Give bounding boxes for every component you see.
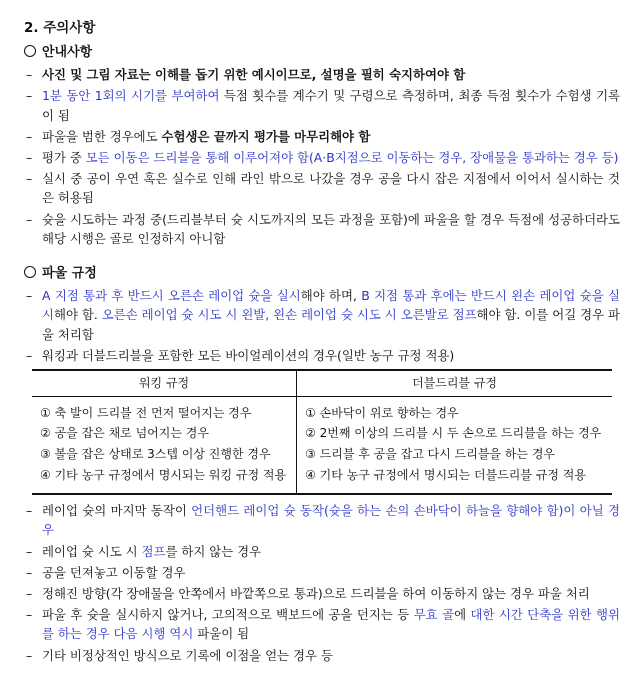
item-text: 슛을 시도하는 과정 중(드리블부터 슛 시도까지의 모든 과정을 포함)에 파울을 할 경우 득점에 성공하더라도 해당 시행은 골로 인정하지 아니함 (42, 211, 620, 246)
foul-item (26, 584, 620, 603)
item-text: 실시 중 공이 우연 혹은 실수로 인해 라인 밖으로 나갔을 경우 공을 다시 잡은 지점에서 이어서 실시하는 것은 허용됨 (42, 171, 620, 206)
item-text: 언더핸드 레이업 슛 동작(슛을 하는 손의 손바닥이 하늘을 향해야 함)이 아닐 경우 (42, 503, 621, 538)
table-header-walking: 워킹 규정 (32, 370, 297, 396)
item-text: 공을 던져놓고 이동할 경우 (42, 564, 186, 580)
dash-bullet-icon: – (26, 607, 33, 623)
item-text: 레이업 슛 시도 시 (42, 543, 142, 559)
walking-rule: ③ 볼을 잡은 상태로 3스텝 이상 진행한 경우 (40, 446, 271, 461)
foul-list (24, 286, 620, 365)
circle-bullet-icon (24, 266, 36, 278)
walking-rule: ④ 기타 농구 규정에서 명시되는 워킹 규정 적용 (40, 467, 287, 482)
notice-heading-text: 안내사항 (42, 44, 93, 60)
dash-bullet-icon: – (26, 503, 33, 519)
document-page (24, 14, 620, 667)
item-text: 기타 비정상적인 방식으로 기록에 이점을 얻는 경우 등 (42, 647, 333, 663)
dash-bullet-icon: – (26, 586, 33, 602)
notice-item (26, 86, 620, 124)
dash-bullet-icon: – (26, 347, 33, 363)
double-dribble-rule: ② 2번째 이상의 드리블 시 두 손으로 드리블을 하는 경우 (305, 426, 602, 441)
double-dribble-rules-cell (297, 396, 612, 494)
item-text: 수험생은 끝까지 평가를 마무리해야 함 (161, 128, 371, 144)
dash-bullet-icon: – (26, 171, 33, 187)
walking-rule: ② 공을 잡은 채로 넘어지는 경우 (40, 426, 209, 441)
foul-heading-text: 파울 규정 (42, 266, 97, 282)
notice-item (26, 169, 620, 207)
notice-heading (24, 43, 620, 63)
item-text: 정해진 방향(각 장애물을 안쪽에서 바깥쪽으로 통과)으로 드리블을 하여 이동하지 않는 경우 파울 처리 (42, 586, 590, 602)
walking-rule: ① 축 발이 드리블 전 먼저 떨어지는 경우 (40, 405, 252, 420)
item-text: 파울을 범한 경우에도 (42, 128, 162, 144)
foul-item (26, 346, 620, 365)
foul-item (26, 286, 620, 344)
double-dribble-rule: ① 손바닥이 위로 향하는 경우 (305, 405, 459, 420)
item-text: 해야 함. 이를 어길 경우 파울 처리함 (42, 307, 621, 342)
item-text: 워킹과 더블드리블을 포함한 모든 바이얼레이션의 경우(일반 농구 규정 적용) (42, 347, 455, 363)
double-dribble-rule: ③ 드리블 후 공을 잡고 다시 드리블을 하는 경우 (305, 446, 556, 461)
item-text: 무효 골 (413, 607, 455, 623)
item-text: 오른손 레이업 슛 시도 시 왼발, 왼손 레이업 슛 시도 시 오른발로 점프 (101, 307, 477, 323)
notice-item (26, 127, 620, 146)
dash-bullet-icon: – (26, 543, 33, 559)
walking-rules-cell (32, 396, 297, 494)
item-text: 사진 및 그림 자료는 이해를 돕기 위한 예시이므로, 설명을 필히 숙지하여야 함 (42, 67, 466, 83)
item-text: 파울 후 슛을 실시하지 않거나, 고의적으로 백보드에 공을 던지는 등 (42, 607, 414, 623)
dash-bullet-icon: – (26, 149, 33, 165)
dash-bullet-icon: – (26, 128, 33, 144)
item-text: 득점 횟수를 계수기 및 구령으로 측정하며, 최종 득점 횟수가 수험생 기록이 됨 (42, 88, 621, 123)
circle-bullet-icon (24, 45, 36, 57)
item-text: B 지점 통과 후에는 반드시 왼손 레이업 슛을 실시 (42, 288, 620, 323)
item-text: 파울이 됨 (193, 626, 250, 642)
foul-list-continued (24, 501, 620, 665)
notice-item (26, 210, 620, 248)
violation-table (32, 369, 612, 495)
foul-item (26, 646, 620, 665)
double-dribble-rule: ④ 기타 농구 규정에서 명시되는 더블드리블 규정 적용 (305, 467, 586, 482)
notice-item (26, 65, 620, 84)
item-text: 해야 함. (53, 307, 102, 323)
notice-item (26, 148, 620, 167)
foul-heading (24, 264, 620, 284)
table-header-double-dribble: 더블드리블 규정 (297, 370, 612, 396)
item-text: 해야 하며, (300, 288, 362, 304)
item-text: 에 (454, 607, 471, 623)
item-text: 대한 시간 단축을 위한 행위를 하는 경우 다음 시행 역시 (42, 607, 620, 642)
item-text: A 지점 통과 후 반드시 오른손 레이업 슛을 실시 (42, 288, 301, 304)
item-text: 를 하지 않는 경우 (165, 543, 262, 559)
dash-bullet-icon: – (26, 88, 33, 104)
item-text: 모든 이동은 드리블을 통해 이루어져야 함(A·B지점으로 이동하는 경우, 장애물을 통과하는 경우 등) (85, 149, 619, 165)
item-text: 평가 중 (42, 149, 86, 165)
notice-list (24, 65, 620, 248)
foul-item (26, 542, 620, 561)
dash-bullet-icon: – (26, 67, 33, 83)
dash-bullet-icon: – (26, 647, 33, 663)
dash-bullet-icon: – (26, 288, 33, 304)
dash-bullet-icon: – (26, 564, 33, 580)
item-text: 레이업 슛의 마지막 동작이 (42, 503, 192, 519)
foul-item (26, 563, 620, 582)
item-text: 1분 동안 1회의 시기를 부여하여 (42, 88, 220, 104)
foul-item (26, 605, 620, 643)
item-text: 점프 (141, 543, 166, 559)
foul-item (26, 501, 620, 539)
section-title: 2. 주의사항 (24, 20, 96, 36)
dash-bullet-icon: – (26, 211, 33, 227)
